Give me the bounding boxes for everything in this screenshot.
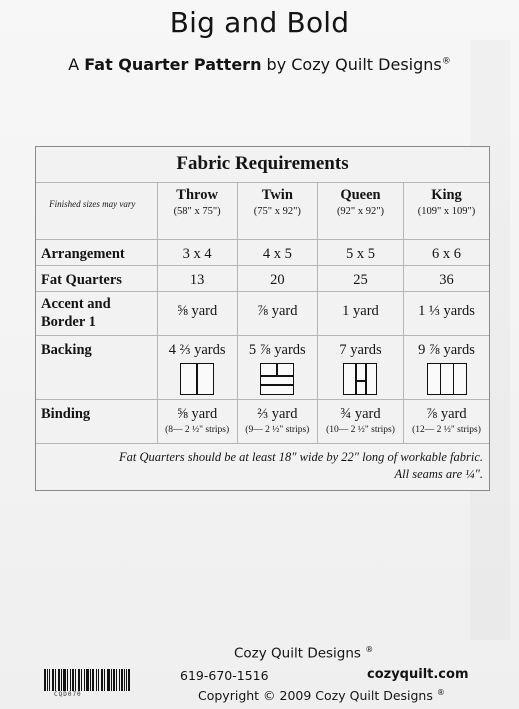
backing-layout-diagram: [260, 363, 294, 395]
row-label: Backing: [36, 336, 157, 400]
backing-layout-diagram: [180, 363, 214, 395]
table-cell: 1 yard: [317, 292, 403, 336]
fabric-requirements-box: [35, 146, 490, 491]
row-label: Binding: [36, 400, 157, 444]
table-cell: [317, 336, 403, 400]
footnote-row: [36, 444, 489, 486]
table-cell: 3 x 4: [157, 240, 237, 266]
table-cell: ⅝ yard: [157, 292, 237, 336]
size-header-row: [36, 183, 489, 240]
fabric-requirements-table: [36, 182, 489, 486]
row-label: Fat Quarters: [36, 266, 157, 292]
binding-row: [36, 400, 489, 444]
table-cell: [157, 336, 237, 400]
size-column-queen: Queen (92" x 92"): [317, 183, 403, 240]
backing-row: [36, 336, 489, 400]
table-cell: [404, 336, 489, 400]
table-cell: 5 x 5: [317, 240, 403, 266]
table-cell: ⅞ yard (12— 2 ½" strips): [404, 400, 489, 444]
barcode: [44, 669, 130, 691]
size-column-throw: Throw (58" x 75"): [157, 183, 237, 240]
pattern-title: Big and Bold: [169, 6, 350, 39]
backing-amount: 7 yards: [339, 342, 382, 358]
finished-sizes-note: Finished sizes may vary: [36, 183, 157, 240]
size-column-twin: Twin (75" x 92"): [237, 183, 317, 240]
table-cell: 1 ⅓ yards: [404, 292, 489, 336]
size-column-king: King (109" x 109"): [404, 183, 489, 240]
table-cell: ⅝ yard (8— 2 ½" strips): [157, 400, 237, 444]
accent-border-row: [36, 292, 489, 336]
row-label: Arrangement: [36, 240, 157, 266]
fabric-footnote: Fat Quarters should be at least 18" wide by 22" long of workable fabric. All seams are ¼".: [36, 444, 489, 486]
table-cell: ⅞ yard: [237, 292, 317, 336]
backing-amount: 5 ⅞ yards: [248, 342, 306, 358]
barcode-number: CQD070: [54, 691, 82, 698]
table-cell: 25: [317, 266, 403, 292]
fat-quarters-row: [36, 266, 489, 292]
copyright-notice: Copyright © 2009 Cozy Quilt Designs ®: [198, 688, 445, 704]
backing-amount: 9 ⅞ yards: [418, 342, 475, 358]
fabric-requirements-title: Fabric Requirements: [176, 153, 349, 174]
pattern-subtitle: A Fat Quarter Pattern by Cozy Quilt Designs®: [68, 55, 451, 74]
table-cell: ¾ yard (10— 2 ½" strips): [317, 400, 403, 444]
backing-amount: 4 ⅔ yards: [168, 342, 226, 358]
table-cell: 36: [404, 266, 489, 292]
table-cell: 6 x 6: [404, 240, 489, 266]
company-name: Cozy Quilt Designs ®: [234, 645, 374, 662]
phone-number: 619-670-1516: [180, 668, 269, 683]
backing-layout-diagram: [427, 363, 467, 395]
table-cell: 13: [157, 266, 237, 292]
table-cell: 20: [237, 266, 317, 292]
arrangement-row: [36, 240, 489, 266]
row-label: Accent and Border 1: [36, 292, 157, 336]
website-link[interactable]: cozyquilt.com: [367, 667, 469, 682]
table-cell: [237, 336, 317, 400]
table-cell: ⅔ yard (9— 2 ½" strips): [237, 400, 317, 444]
table-cell: 4 x 5: [237, 240, 317, 266]
backing-layout-diagram: [343, 363, 377, 395]
